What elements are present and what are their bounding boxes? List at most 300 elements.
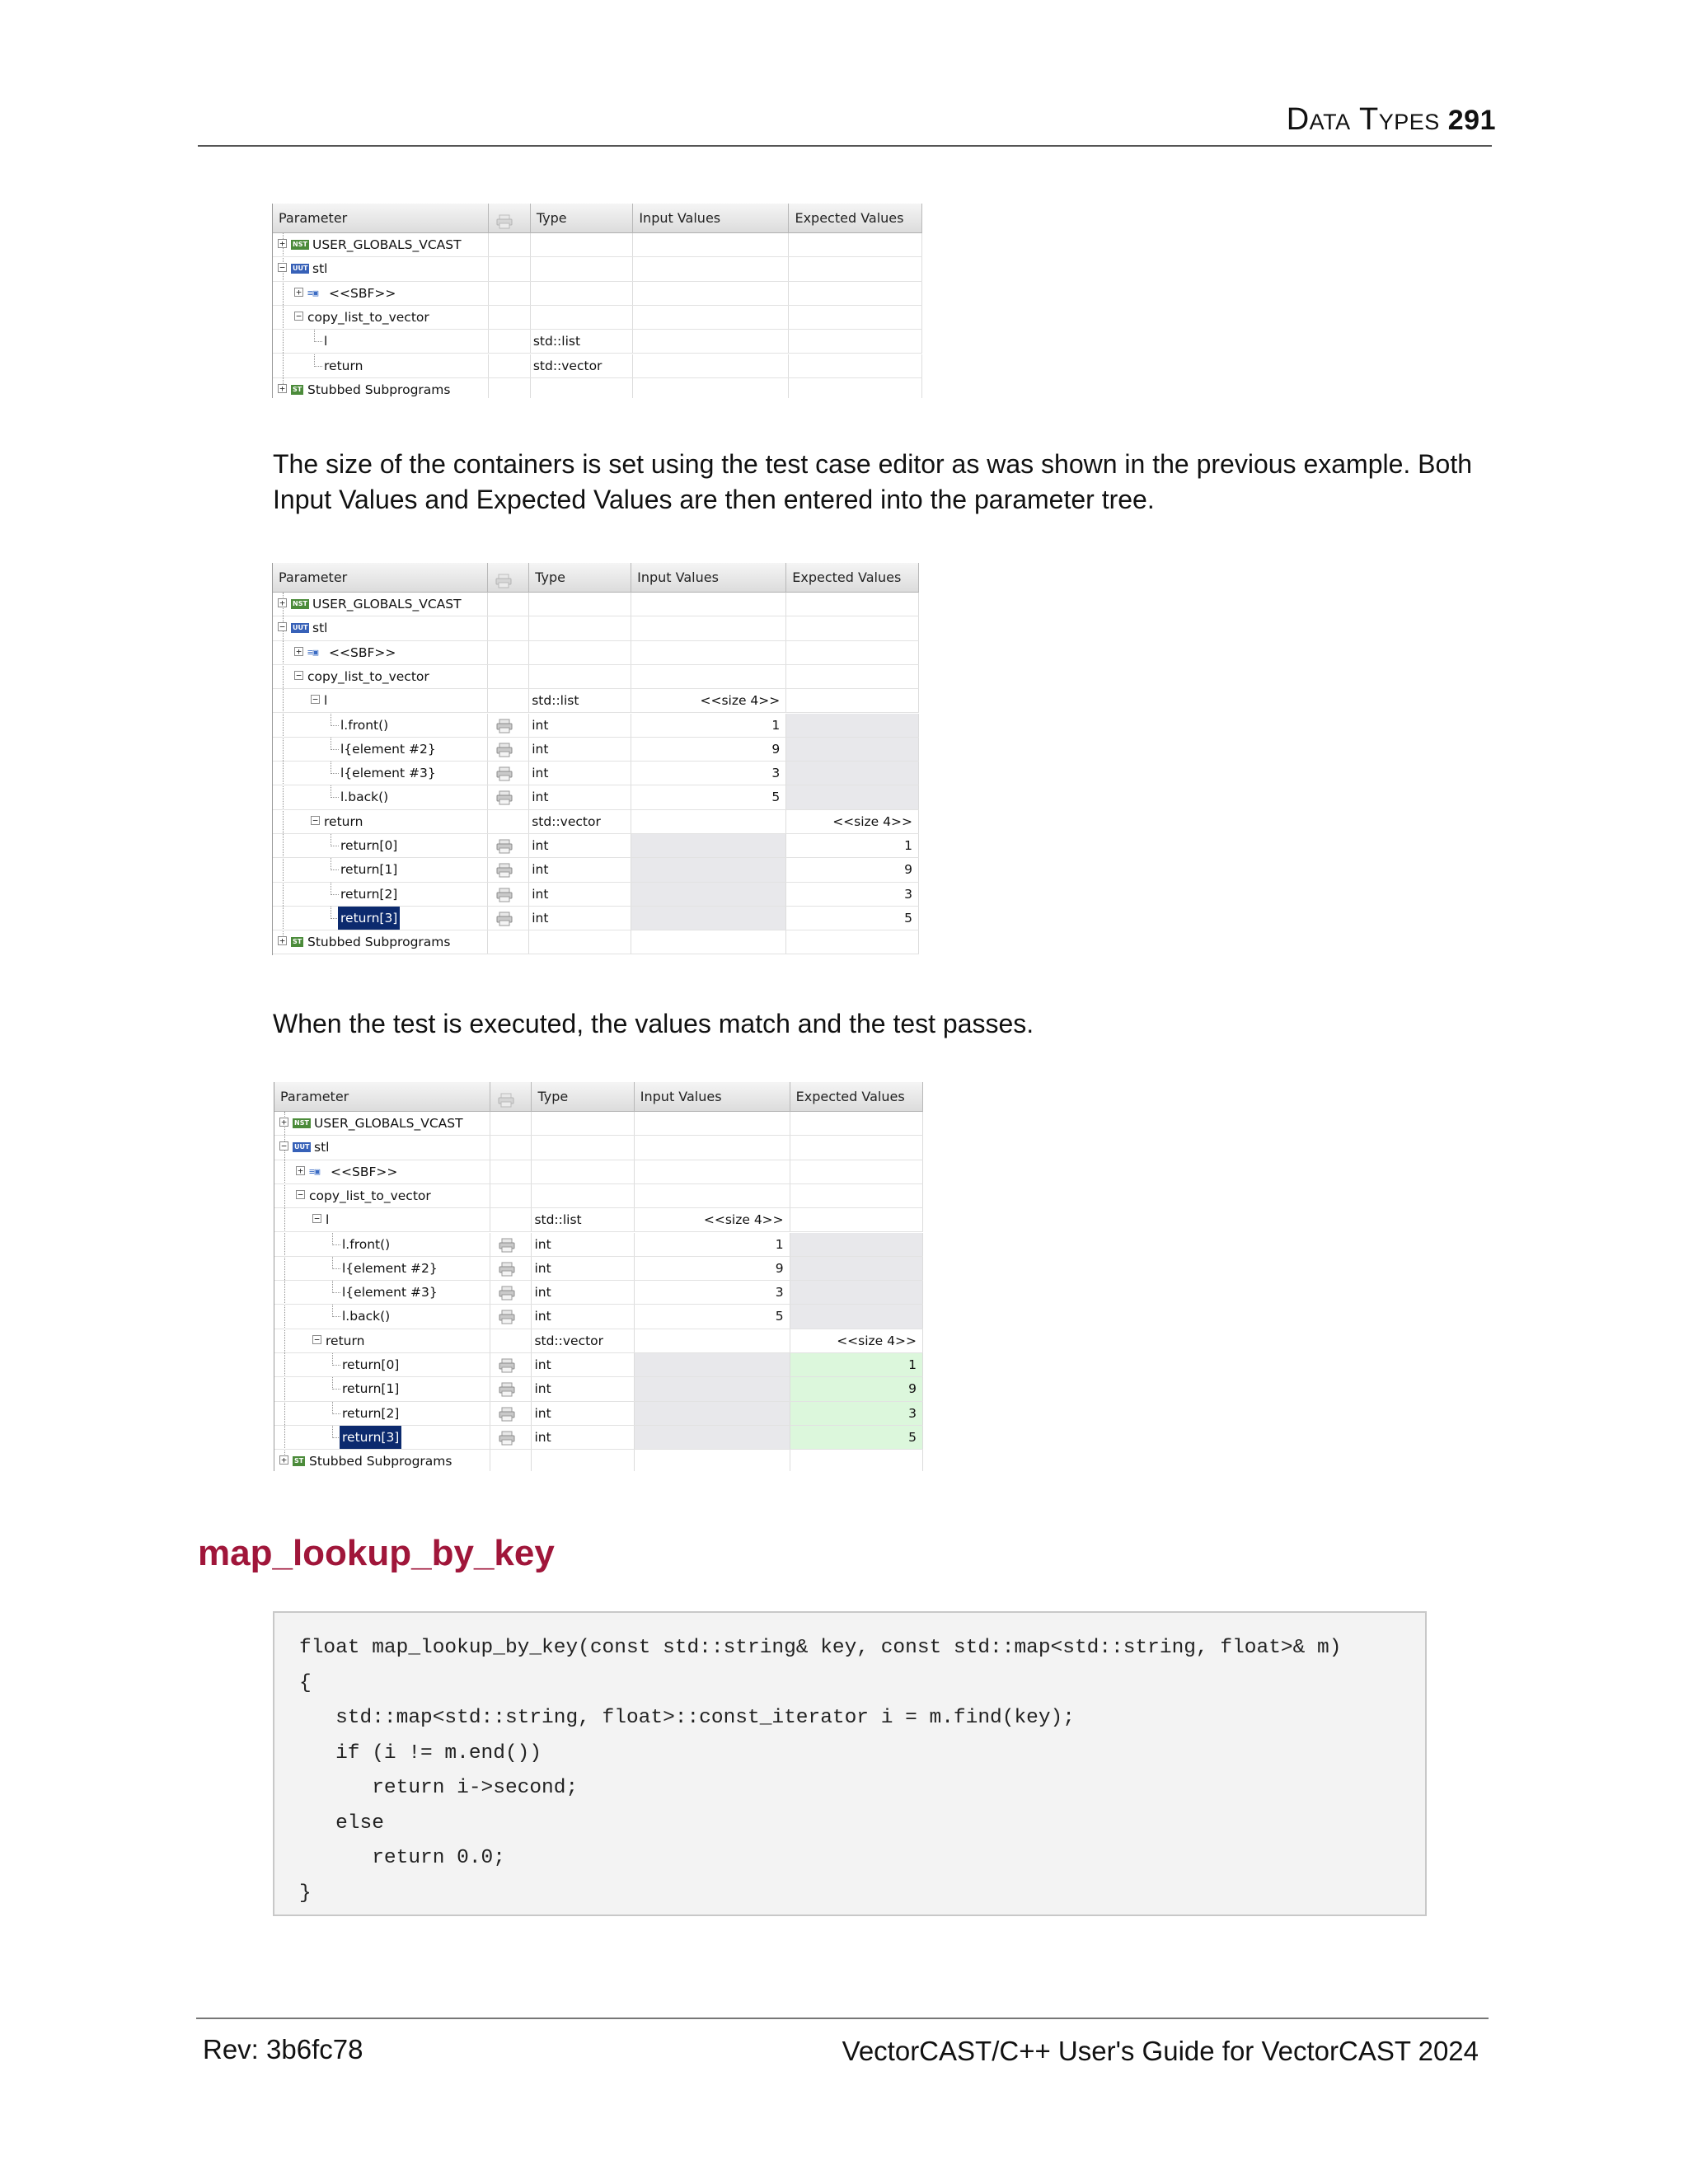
parameter-tree-header [273,563,919,593]
parameter-cell[interactable] [274,1305,490,1328]
print-cell[interactable] [490,1305,532,1328]
column-header[interactable]: Type [532,1082,634,1112]
expected-value-cell[interactable] [789,257,922,280]
tree-connector-line [332,1426,333,1438]
parameter-row[interactable] [273,378,922,398]
paragraph-test-passes [273,1006,1493,1042]
parameter-row[interactable] [273,689,919,713]
input-value-cell[interactable] [631,593,786,616]
expected-value-cell[interactable]: 1 [790,1353,923,1376]
parameter-label: return[0] [340,838,398,853]
parameter-row[interactable] [273,907,919,930]
print-cell[interactable] [488,907,529,930]
parameter-label: return [326,1333,365,1348]
input-value-cell[interactable]: 1 [631,714,786,737]
collapse-icon[interactable]: − [312,1214,321,1223]
print-cell[interactable] [490,1402,532,1425]
expected-value-cell[interactable] [790,1160,923,1183]
parameter-row[interactable] [274,1160,923,1184]
parameter-cell[interactable] [273,810,488,833]
parameter-row[interactable] [274,1257,923,1281]
expected-value-cell[interactable] [790,1450,923,1471]
parameter-label: return[0] [342,1357,400,1372]
print-cell[interactable] [489,282,530,305]
expected-value-cell[interactable]: 9 [786,858,919,881]
parameter-row[interactable] [274,1112,923,1136]
column-header[interactable]: Expected Values [790,1082,923,1112]
parameter-row[interactable] [273,593,919,616]
parameter-row[interactable] [274,1377,923,1401]
print-cell[interactable] [488,738,529,761]
print-cell[interactable] [490,1233,532,1256]
tree-branch-line [331,725,339,726]
input-value-cell[interactable] [635,1160,790,1183]
printer-icon [495,569,513,584]
input-value-cell[interactable] [631,858,786,881]
parameter-label: return [324,358,363,373]
parameter-row[interactable] [273,306,922,330]
parameter-row[interactable] [273,762,919,785]
type-cell: int [532,1353,634,1376]
input-value-cell[interactable]: 9 [631,738,786,761]
expected-value-cell[interactable] [789,330,922,353]
input-value-cell[interactable] [635,1377,790,1400]
parameter-cell[interactable] [274,1184,490,1207]
expand-icon[interactable]: + [296,1166,305,1175]
parameter-label: copy_list_to_vector [309,1188,431,1203]
code-line: if (i != m.end()) [299,1741,542,1765]
tree-connector-line [332,1281,333,1293]
parameter-row[interactable] [273,785,919,809]
column-header[interactable]: Type [531,204,634,233]
code-block [273,1611,1427,1916]
print-cell[interactable] [488,641,529,664]
parameter-cell[interactable] [274,1112,490,1135]
printer-icon[interactable] [498,1430,516,1445]
print-cell[interactable] [489,378,530,398]
parameter-label: l.front() [340,717,389,733]
parameter-cell[interactable] [274,1257,490,1280]
parameter-label: copy_list_to_vector [307,668,429,684]
parameter-cell[interactable] [273,257,489,280]
parameter-row[interactable] [273,858,919,882]
expected-value-cell[interactable] [790,1233,923,1256]
expected-value-cell[interactable]: 3 [786,883,919,906]
parameter-cell[interactable] [273,834,488,857]
printer-icon[interactable] [495,911,513,926]
expected-value-cell[interactable]: 1 [786,834,919,857]
tree-connector-line [314,330,315,342]
expand-icon[interactable]: + [279,1118,288,1127]
parameter-row[interactable] [274,1450,923,1471]
parameter-row[interactable] [274,1184,923,1208]
expected-value-cell[interactable]: 5 [786,907,919,930]
input-value-cell[interactable]: 3 [631,762,786,785]
column-header[interactable]: Parameter [273,204,489,233]
printer-icon[interactable] [495,766,513,780]
input-value-cell[interactable] [633,330,789,353]
print-cell[interactable] [490,1353,532,1376]
column-header[interactable]: Type [529,563,631,593]
expand-icon[interactable]: + [278,239,287,248]
print-cell[interactable] [488,858,529,881]
parameter-cell[interactable] [274,1450,490,1471]
parameter-cell[interactable] [273,616,488,640]
input-value-cell[interactable]: 5 [635,1305,790,1328]
print-cell[interactable] [490,1426,532,1449]
column-header[interactable]: Expected Values [786,563,919,593]
parameter-row[interactable] [274,1136,923,1160]
paragraph-line: Input Values and Expected Values are then entered into the parameter tree. [273,485,1155,514]
print-column-header[interactable] [489,204,530,233]
tree-branch-line [331,773,339,774]
input-value-cell[interactable] [635,1353,790,1376]
column-header[interactable]: Parameter [274,1082,490,1112]
print-cell[interactable] [490,1112,532,1135]
input-value-cell[interactable] [635,1426,790,1449]
tree-branch-line [314,366,322,367]
print-cell[interactable] [489,306,530,329]
parameter-row[interactable] [273,714,919,738]
print-cell[interactable] [488,593,529,616]
parameter-label: return[1] [342,1381,400,1397]
input-value-cell[interactable] [633,354,789,377]
input-value-cell[interactable] [633,282,789,305]
type-cell [531,257,634,280]
parameter-cell[interactable] [273,233,489,256]
expected-value-cell[interactable] [789,282,922,305]
print-cell[interactable] [489,257,530,280]
expected-value-cell[interactable] [786,616,919,640]
printer-icon[interactable] [498,1285,516,1300]
input-value-cell[interactable]: 1 [635,1233,790,1256]
parameter-cell[interactable] [274,1377,490,1400]
type-cell: int [529,738,631,761]
printer-icon[interactable] [495,718,513,733]
parameter-cell[interactable] [274,1329,490,1352]
parameter-row[interactable] [274,1426,923,1450]
parameter-row[interactable] [274,1208,923,1232]
input-value-cell[interactable] [631,810,786,833]
input-value-cell[interactable]: 9 [635,1257,790,1280]
parameter-cell[interactable] [273,641,488,664]
input-value-cell[interactable] [635,1329,790,1352]
input-value-cell[interactable] [635,1184,790,1207]
type-cell: int [529,714,631,737]
input-value-cell[interactable]: <<size 4>> [635,1208,790,1231]
print-cell[interactable] [488,689,529,712]
print-cell[interactable] [488,762,529,785]
print-cell[interactable] [490,1160,532,1183]
parameter-row[interactable] [273,810,919,834]
tree-connector-line [332,1233,333,1245]
input-value-cell[interactable]: 3 [635,1281,790,1304]
parameter-row[interactable] [273,330,922,354]
expand-icon[interactable]: + [279,1455,288,1465]
print-cell[interactable] [490,1257,532,1280]
type-cell: int [532,1426,634,1449]
input-value-cell[interactable] [635,1136,790,1159]
type-cell [531,233,634,256]
code-line: return i->second; [299,1777,579,1799]
expected-value-cell[interactable]: 3 [790,1402,923,1425]
print-cell[interactable] [490,1329,532,1352]
expected-value-cell[interactable] [790,1112,923,1135]
printer-icon[interactable] [498,1261,516,1276]
parameter-label: <<SBF>> [329,285,396,301]
parameter-cell[interactable] [273,330,489,353]
parameter-cell[interactable] [273,282,489,305]
parameter-row[interactable] [273,883,919,907]
expected-value-cell[interactable] [786,593,919,616]
printer-icon[interactable] [498,1237,516,1252]
parameter-row[interactable] [274,1329,923,1353]
type-cell: int [532,1257,634,1280]
expected-value-cell[interactable] [786,689,919,712]
parameter-tree-screenshot-1 [272,204,922,398]
expected-value-cell[interactable] [789,233,922,256]
print-cell[interactable] [488,714,529,737]
parameter-row[interactable] [274,1402,923,1426]
printer-icon[interactable] [498,1357,516,1372]
tree-connector-line [332,1402,333,1414]
input-value-cell[interactable]: 5 [631,785,786,808]
print-cell[interactable] [488,834,529,857]
printer-icon[interactable] [495,790,513,804]
expand-icon[interactable]: + [294,288,303,297]
print-column-header[interactable] [488,563,529,593]
expected-value-cell[interactable]: 5 [790,1426,923,1449]
footer-revision: Rev: 3b6fc78 [203,2034,363,2064]
type-cell: std::vector [532,1329,634,1352]
type-cell: std::list [529,689,631,712]
input-value-cell[interactable] [635,1450,790,1471]
print-cell[interactable] [489,354,530,377]
collapse-icon[interactable]: − [312,1335,321,1344]
print-cell[interactable] [489,233,530,256]
parameter-label: l [324,334,328,349]
type-cell [529,930,631,954]
input-value-cell[interactable] [633,378,789,398]
column-header[interactable]: Expected Values [789,204,922,233]
code-line: float map_lookup_by_key(const std::string& key, const std::map<std::string, float>& m) [299,1637,1342,1659]
parameter-row[interactable] [273,930,919,954]
input-value-cell[interactable] [633,257,789,280]
parameter-cell[interactable] [273,762,488,785]
expected-value-cell[interactable] [789,306,922,329]
parameter-label: return[3] [338,907,400,930]
parameter-cell[interactable] [273,689,488,712]
expand-icon[interactable]: + [294,647,303,656]
column-header[interactable]: Input Values [635,1082,790,1112]
input-value-cell[interactable] [631,665,786,688]
print-cell[interactable] [488,810,529,833]
type-cell: std::vector [531,354,634,377]
tree-branch-line [332,1268,340,1269]
collapse-icon[interactable]: − [278,622,287,631]
input-value-cell[interactable] [633,306,789,329]
expected-value-cell[interactable]: <<size 4>> [786,810,919,833]
parameter-row[interactable] [273,354,922,378]
parameter-row[interactable] [273,641,919,665]
printer-icon[interactable] [498,1309,516,1324]
parameter-cell[interactable] [274,1426,490,1449]
column-header[interactable]: Parameter [273,563,488,593]
input-value-cell[interactable] [635,1402,790,1425]
expected-value-cell[interactable] [786,641,919,664]
type-cell: int [532,1402,634,1425]
print-cell[interactable] [488,930,529,954]
print-cell[interactable] [490,1450,532,1471]
print-cell[interactable] [488,616,529,640]
type-cell: std::vector [529,810,631,833]
paragraph-container-sizes [273,447,1493,518]
collapse-icon[interactable]: − [311,695,320,704]
parameter-cell[interactable] [273,738,488,761]
collapse-icon[interactable]: − [294,312,303,321]
input-value-cell[interactable] [631,834,786,857]
parameter-row[interactable] [274,1305,923,1329]
parameter-cell[interactable] [273,714,488,737]
parameter-cell[interactable] [274,1402,490,1425]
parameter-cell[interactable] [274,1281,490,1304]
parameter-label: l.back() [342,1309,391,1324]
parameter-cell[interactable] [273,883,488,906]
print-cell[interactable] [488,785,529,808]
input-value-cell[interactable]: <<size 4>> [631,689,786,712]
parameter-cell[interactable] [273,593,488,616]
collapse-icon[interactable]: − [279,1141,288,1151]
expected-value-cell[interactable] [786,785,919,808]
input-value-cell[interactable] [631,883,786,906]
parameter-cell[interactable] [274,1353,490,1376]
parameter-row[interactable] [273,665,919,689]
parameter-cell[interactable] [273,858,488,881]
parameter-row[interactable] [273,616,919,640]
expected-value-cell[interactable] [786,665,919,688]
footer-guide-title: VectorCAST/C++ User's Guide for VectorCAST 2024 [842,2036,1479,2066]
parameter-row[interactable] [273,257,922,281]
parameter-cell[interactable] [273,378,489,398]
parameter-row[interactable] [273,233,922,257]
print-cell[interactable] [490,1377,532,1400]
print-cell[interactable] [490,1281,532,1304]
printer-icon [495,210,513,225]
parameter-cell[interactable] [273,907,488,930]
input-value-cell[interactable] [631,641,786,664]
expected-value-cell[interactable] [790,1305,923,1328]
input-value-cell[interactable] [631,616,786,640]
column-header[interactable]: Input Values [631,563,786,593]
print-column-header[interactable] [490,1082,532,1112]
parameter-label: l [324,693,328,709]
input-value-cell[interactable] [635,1112,790,1135]
parameter-row[interactable] [273,834,919,858]
printer-icon[interactable] [498,1406,516,1421]
parameter-cell[interactable] [273,665,488,688]
parameter-row[interactable] [273,738,919,762]
expected-value-cell[interactable] [789,378,922,398]
parameter-label: l{element #3} [342,1285,438,1301]
expected-value-cell[interactable]: <<size 4>> [790,1329,923,1352]
type-cell [532,1112,634,1135]
collapse-icon[interactable]: − [278,263,287,272]
parameter-row[interactable] [274,1233,923,1257]
expand-icon[interactable]: + [278,936,287,945]
expected-value-cell[interactable] [790,1208,923,1231]
printer-icon[interactable] [495,862,513,877]
print-cell[interactable] [488,665,529,688]
collapse-icon[interactable]: − [311,816,320,825]
parameter-label: return [324,813,363,829]
print-cell[interactable] [488,883,529,906]
expected-value-cell[interactable] [786,930,919,954]
expected-value-cell[interactable] [790,1257,923,1280]
expected-value-cell[interactable] [786,714,919,737]
parameter-cell[interactable] [274,1233,490,1256]
parameter-cell[interactable] [273,306,489,329]
input-value-cell[interactable] [633,233,789,256]
parameter-row[interactable] [274,1281,923,1305]
expected-value-cell[interactable] [790,1136,923,1159]
parameter-cell[interactable] [274,1136,490,1159]
printer-icon[interactable] [495,887,513,902]
parameter-label: Stubbed Subprograms [309,1454,452,1469]
type-cell [531,378,634,398]
input-value-cell[interactable] [631,930,786,954]
print-cell[interactable] [490,1136,532,1159]
parameter-label: Stubbed Subprograms [307,935,451,950]
column-header[interactable]: Input Values [633,204,789,233]
tree-branch-line [332,1292,340,1293]
expand-icon[interactable]: + [278,598,287,607]
parameter-row[interactable] [274,1353,923,1377]
collapse-icon[interactable]: − [294,671,303,680]
expand-icon[interactable]: + [278,384,287,393]
printer-icon[interactable] [495,838,513,853]
tree-branch-line [331,797,339,798]
expected-value-cell[interactable] [786,738,919,761]
print-cell[interactable] [490,1208,532,1231]
type-cell: int [529,907,631,930]
printer-icon[interactable] [495,742,513,757]
expected-value-cell[interactable] [786,762,919,785]
parameter-label: Stubbed Subprograms [307,382,451,397]
parameter-label: stl [312,621,328,636]
expected-value-cell[interactable] [790,1184,923,1207]
print-cell[interactable] [490,1184,532,1207]
collapse-icon[interactable]: − [296,1190,305,1199]
parameter-cell[interactable] [274,1160,490,1183]
type-cell: int [529,762,631,785]
paragraph-line: The size of the containers is set using the test case editor as was shown in the previous example. Both [273,449,1472,479]
expected-value-cell[interactable] [790,1281,923,1304]
expected-value-cell[interactable] [789,354,922,377]
print-cell[interactable] [489,330,530,353]
type-cell [529,616,631,640]
parameter-cell[interactable] [273,785,488,808]
input-value-cell[interactable] [631,907,786,930]
expected-value-cell[interactable]: 9 [790,1377,923,1400]
parameter-cell[interactable] [273,354,489,377]
parameter-tree-header [274,1082,923,1112]
parameter-cell[interactable] [273,930,488,954]
parameter-label: l{element #2} [342,1260,438,1276]
parameter-cell[interactable] [274,1208,490,1231]
parameter-row[interactable] [273,282,922,306]
printer-icon[interactable] [498,1381,516,1396]
code-line: return 0.0; [299,1847,505,1869]
